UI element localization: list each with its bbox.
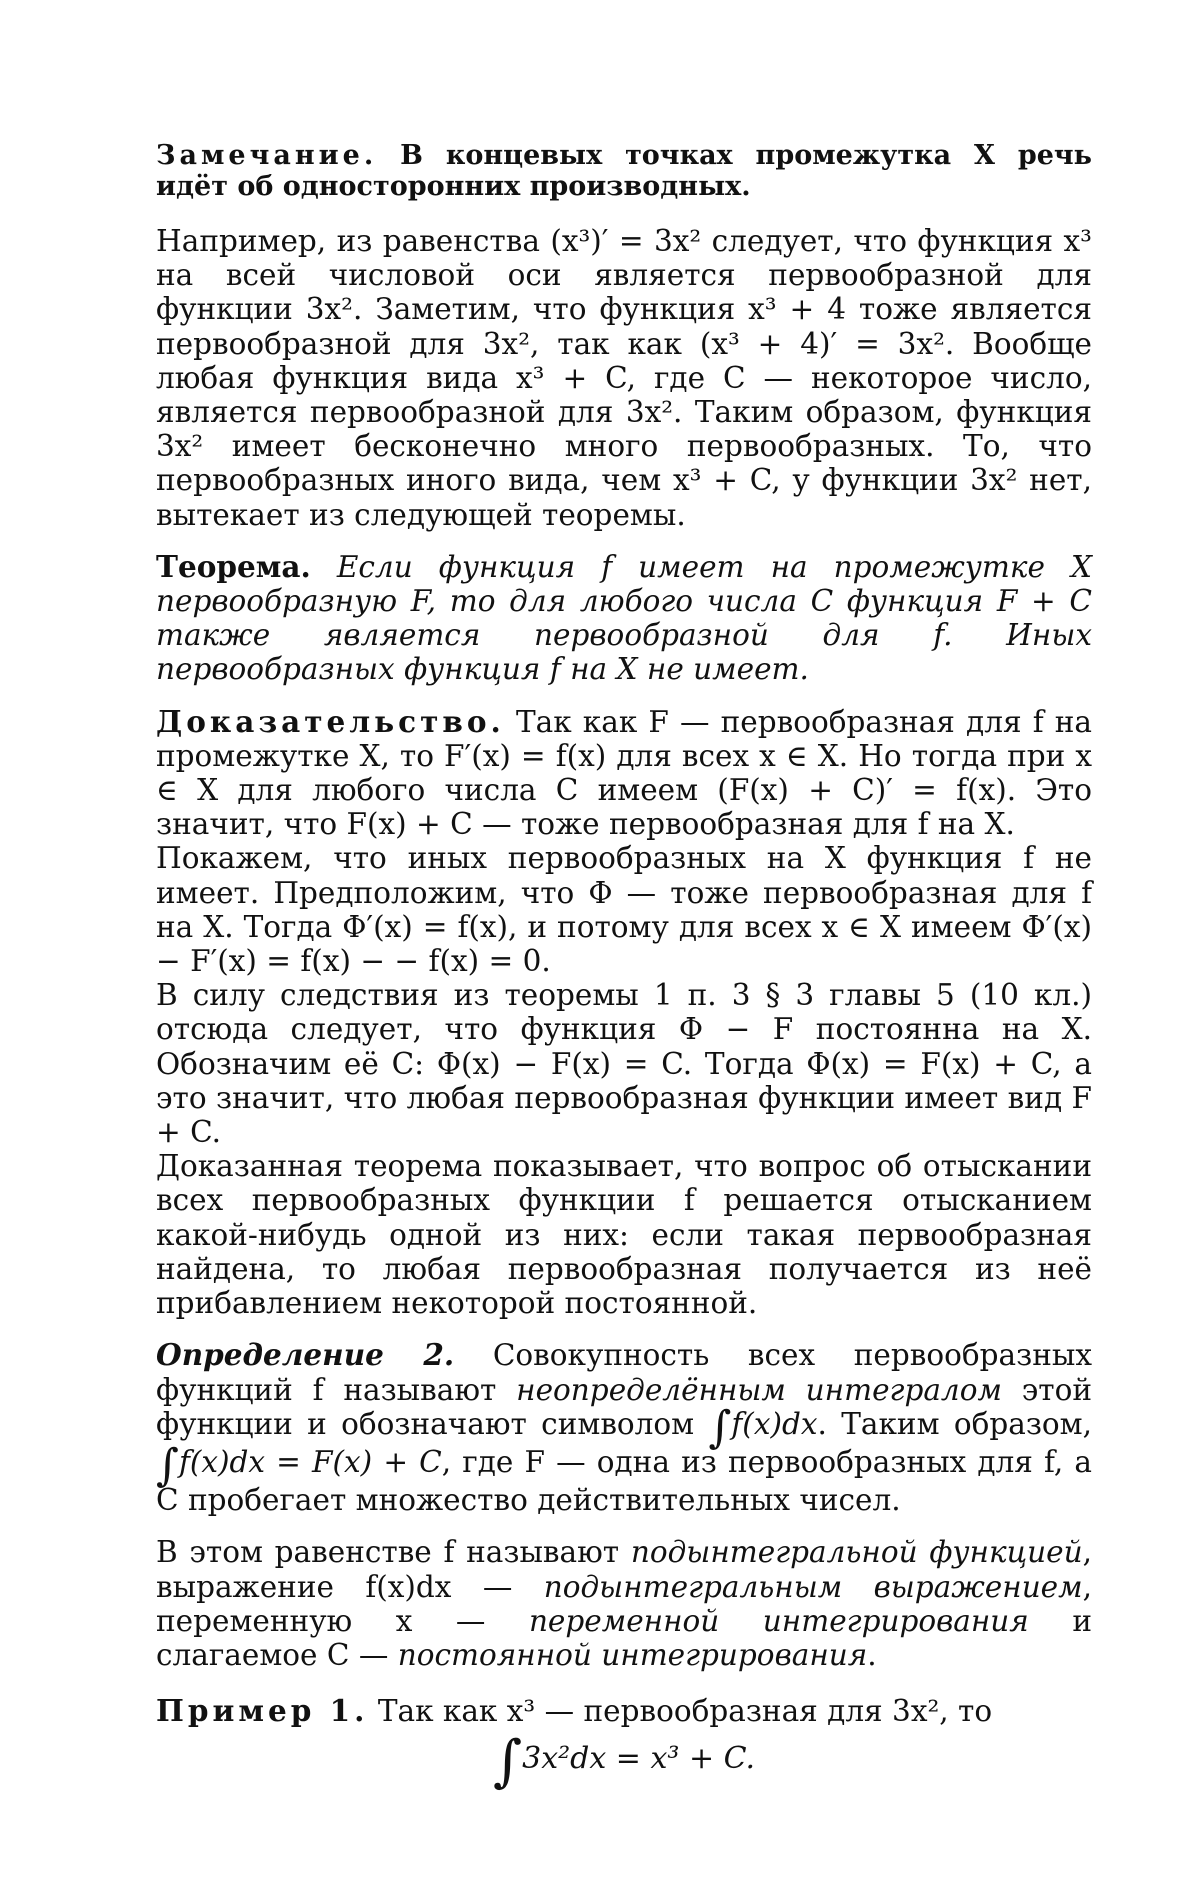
definition-text-d: , где F — одна из первообразных для f, а C пробегает множество действительных чисел. xyxy=(156,1444,1092,1518)
theorem-text: Если функция f имеет на промежутке X первообразную F, то для любого числа C функция F + C также является первообразной для f. Иных первообразных функция f на X не имеет. xyxy=(156,549,1092,687)
page xyxy=(156,140,1093,1795)
paragraph-terms xyxy=(156,1535,1092,1672)
example-formula xyxy=(156,1729,1092,1795)
terms-t4: и слагаемое C — xyxy=(156,1603,1093,1672)
definition-expr-2: f(x)dx = F(x) + C xyxy=(178,1444,442,1479)
term-integrand-expression: подынтегральным выражением xyxy=(543,1569,1083,1604)
paragraph-corollary: В силу следствия из теоремы 1 п. 3 § 3 главы 5 (10 кл.) отсюда следует, что функция Φ − F постоянна на X. Обозначим её C: Φ(x) − F(x) = C. Тогда Φ(x) = F(x) + C, а это значит, что любая первообразная функции имеет вид F + C. xyxy=(156,978,1092,1150)
term-integrand: подынтегральной функцией xyxy=(630,1535,1083,1570)
definition-expr-1: f(x)dx xyxy=(731,1406,818,1441)
term-constant: постоянной интегрирования xyxy=(397,1637,868,1672)
theorem-label: Теорема. xyxy=(156,548,311,584)
integral-sign-2: ∫ xyxy=(156,1439,179,1491)
remark xyxy=(156,140,1092,202)
terms-t3: , переменную x — xyxy=(156,1569,1092,1638)
remark-text: В концевых точках промежутка X речь идёт об односторонних производных. xyxy=(156,140,1092,202)
example-text: Так как x³ — первообразная для 3x², то xyxy=(368,1694,993,1729)
proof xyxy=(156,705,1092,842)
example-formula-expr: 3x²dx = x³ + C. xyxy=(522,1741,756,1777)
example-label: Пример 1. xyxy=(156,1693,369,1729)
theorem xyxy=(156,550,1092,687)
terms-t1: В этом равенстве f называют xyxy=(156,1535,631,1570)
integral-sign-3: ∫ xyxy=(492,1729,523,1795)
definition-label: Определение 2. xyxy=(156,1337,455,1373)
definition-term: неопределённым интегралом xyxy=(516,1372,1002,1407)
terms-t2: , выражение f(x)dx — xyxy=(156,1535,1092,1604)
paragraph-uniqueness: Покажем, что иных первообразных на X функция f не имеет. Предположим, что Φ — тоже первообразная для f на X. Тогда Φ′(x) = f(x), и потому для всех x ∈ X имеем Φ′(x) − F′(x) = f(x) − − f(x) = 0. xyxy=(156,841,1092,979)
terms-t5: . xyxy=(867,1637,877,1672)
definition-text-b: этой функции и обозначают символом xyxy=(156,1372,1092,1441)
remark-label: Замечание. xyxy=(156,140,378,171)
paragraph-consequence: Доказанная теорема показывает, что вопрос об отыскании всех первообразных функции f решается отысканием какой-нибудь одной из них: если такая первообразная найдена, то любая первообразная получается из неё прибавлением некоторой постоянной. xyxy=(156,1149,1092,1321)
integral-sign-1: ∫ xyxy=(708,1401,732,1453)
definition xyxy=(156,1338,1092,1517)
proof-text: Так как F — первообразная для f на промежутке X, то F′(x) = f(x) для всех x ∈ X. Но тогда при x ∈ X для любого числа C имеем (F(x) + C)′ = f(x). Это значит, что F(x) + C — тоже первообразная для f на X. xyxy=(156,704,1092,842)
paragraph-example-antiderivative: Например, из равенства (x³)′ = 3x² следует, что функция x³ на всей числовой оси является первообразной для функции 3x². Заметим, что функция x³ + 4 тоже является первообразной для 3x², так как (x³ + 4)′ = 3x². Вообще любая функция вида x³ + C, где C — некоторое число, является первообразной для 3x². Таким образом, функция 3x² имеет бесконечно много первообразных. То, что первообразных иного вида, чем x³ + C, у функции 3x² нет, вытекает из следующей теоремы. xyxy=(156,224,1092,532)
definition-text-c: . Таким образом, xyxy=(817,1406,1092,1441)
definition-text-a: Совокупность всех первообразных функций f называют xyxy=(156,1338,1092,1407)
term-variable: переменной интегрирования xyxy=(528,1603,1029,1638)
example xyxy=(156,1694,1092,1728)
proof-label: Доказательство. xyxy=(156,703,505,739)
